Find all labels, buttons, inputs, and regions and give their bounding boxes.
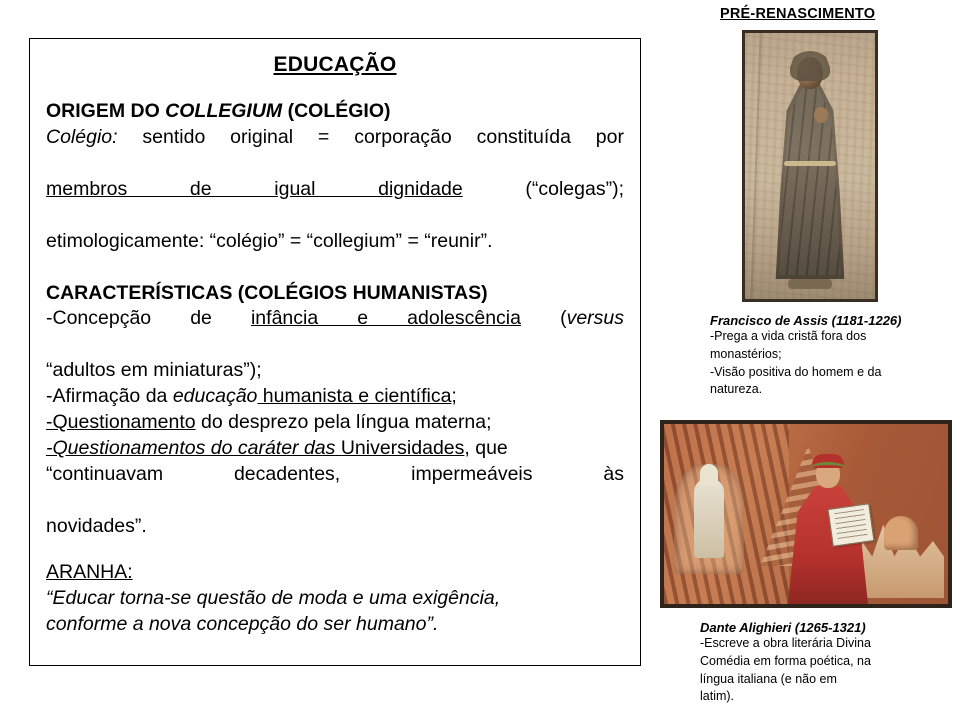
origem-line-2-underlined: membros de igual dignidade xyxy=(46,177,463,200)
caracteristica-2-italic: educação xyxy=(172,385,258,408)
section-caracteristicas-heading: CARACTERÍSTICAS (COLÉGIOS HUMANISTAS) xyxy=(46,281,488,304)
dante-caption xyxy=(700,620,930,706)
section-origem-heading-italic: COLLEGIUM xyxy=(165,100,283,122)
caracteristica-1-line-1 xyxy=(46,306,624,358)
section-origem-heading-pre: ORIGEM DO xyxy=(46,100,166,122)
francisco-caption xyxy=(710,313,944,399)
laurel-wreath-icon xyxy=(810,462,846,475)
caracteristica-4-post: , que xyxy=(464,437,508,460)
section-aranha-quote xyxy=(46,586,624,638)
francisco-caption-line: monastérios; xyxy=(710,346,782,361)
caracteristica-1-mid: ( xyxy=(521,307,567,330)
dante-alighieri-image xyxy=(660,420,952,608)
caracteristica-4-line-3: novidades”. xyxy=(46,514,147,537)
caracteristica-2-post: ; xyxy=(451,385,457,408)
caracteristica-4-italic-underlined: -Questionamentos do caráter das xyxy=(46,437,336,460)
aranha-quote-line-1: “Educar torna-se questão de moda e uma exigência, xyxy=(46,586,501,609)
monk-hood xyxy=(790,51,830,81)
dante-caption-line: língua italiana (e não em xyxy=(700,671,837,686)
caracteristica-3-underlined: -Questionamento xyxy=(46,411,196,434)
caracteristica-4-line-2: “continuavam decadentes, impermeáveis às xyxy=(46,462,624,485)
francisco-caption-title: Francisco de Assis (1181-1226) xyxy=(710,313,902,328)
caracteristica-3-rest: do desprezo pela língua materna; xyxy=(195,411,492,434)
origem-line-1-rest: sentido original = corporação constituída por xyxy=(117,125,624,148)
origem-line-1-term: Colégio: xyxy=(46,125,118,148)
dante-caption-title: Dante Alighieri (1265-1321) xyxy=(700,620,866,635)
page-title: EDUCAÇÃO xyxy=(273,53,397,76)
origem-line-1 xyxy=(46,125,624,177)
monk-hand xyxy=(814,107,828,123)
spacer-2 xyxy=(46,540,624,560)
dante-figure xyxy=(782,454,874,604)
dante-caption-line: Comédia em forma poética, na xyxy=(700,653,871,668)
caracteristica-3 xyxy=(46,410,624,436)
francisco-caption-line: -Prega a vida cristã fora dos xyxy=(710,329,867,343)
dante-robe xyxy=(788,486,868,604)
caracteristica-2-underlined: humanista e científica xyxy=(257,385,452,408)
caracteristica-2 xyxy=(46,384,624,410)
francisco-de-assis-image xyxy=(742,30,878,302)
caracteristica-1-italic: versus xyxy=(566,307,624,330)
monk-cord xyxy=(784,161,836,166)
book-text-lines xyxy=(834,509,868,541)
open-book-icon xyxy=(828,503,875,546)
right-column-title: PRÉ-RENASCIMENTO xyxy=(720,6,876,22)
caracteristica-2-pre: -Afirmação da xyxy=(46,385,173,408)
main-content-box xyxy=(29,38,641,666)
origem-line-2 xyxy=(46,177,624,229)
clergy-mitre xyxy=(700,464,718,486)
section-origem-body xyxy=(46,125,624,255)
clergy-figure xyxy=(694,478,724,558)
origem-line-3: etimologicamente: “colégio” = “collegium” = “reunir”. xyxy=(46,229,493,252)
caracteristica-1-underlined: infância e adolescência xyxy=(250,307,521,330)
caracteristica-4-line-1 xyxy=(46,436,624,462)
dante-caption-body xyxy=(700,635,930,706)
section-origem-heading-post: (COLÉGIO) xyxy=(282,100,391,122)
francisco-caption-line: -Visão positiva do homem e da xyxy=(710,364,882,379)
section-origem-heading xyxy=(46,99,624,125)
aranha-quote-line-2: conforme a nova concepção do ser humano”. xyxy=(46,612,439,635)
section-caracteristicas-body xyxy=(46,306,624,539)
dante-caption-line: -Escreve a obra literária Divina xyxy=(700,636,871,650)
spacer-1 xyxy=(46,255,624,281)
francisco-caption-line: natureza. xyxy=(710,382,763,397)
cathedral-dome xyxy=(884,516,918,550)
section-aranha-heading: ARANHA: xyxy=(46,560,133,583)
right-column xyxy=(660,0,960,720)
caracteristica-1-line-2: “adultos em miniaturas”); xyxy=(46,359,262,382)
monk-feet xyxy=(788,279,832,289)
dante-caption-line: latim). xyxy=(700,689,735,704)
caracteristica-1-pre: -Concepção de xyxy=(46,307,251,330)
caracteristica-4-underlined: Universidades xyxy=(335,437,465,460)
origem-line-2-rest: (“colegas”); xyxy=(462,177,624,200)
francisco-caption-body xyxy=(710,328,944,399)
